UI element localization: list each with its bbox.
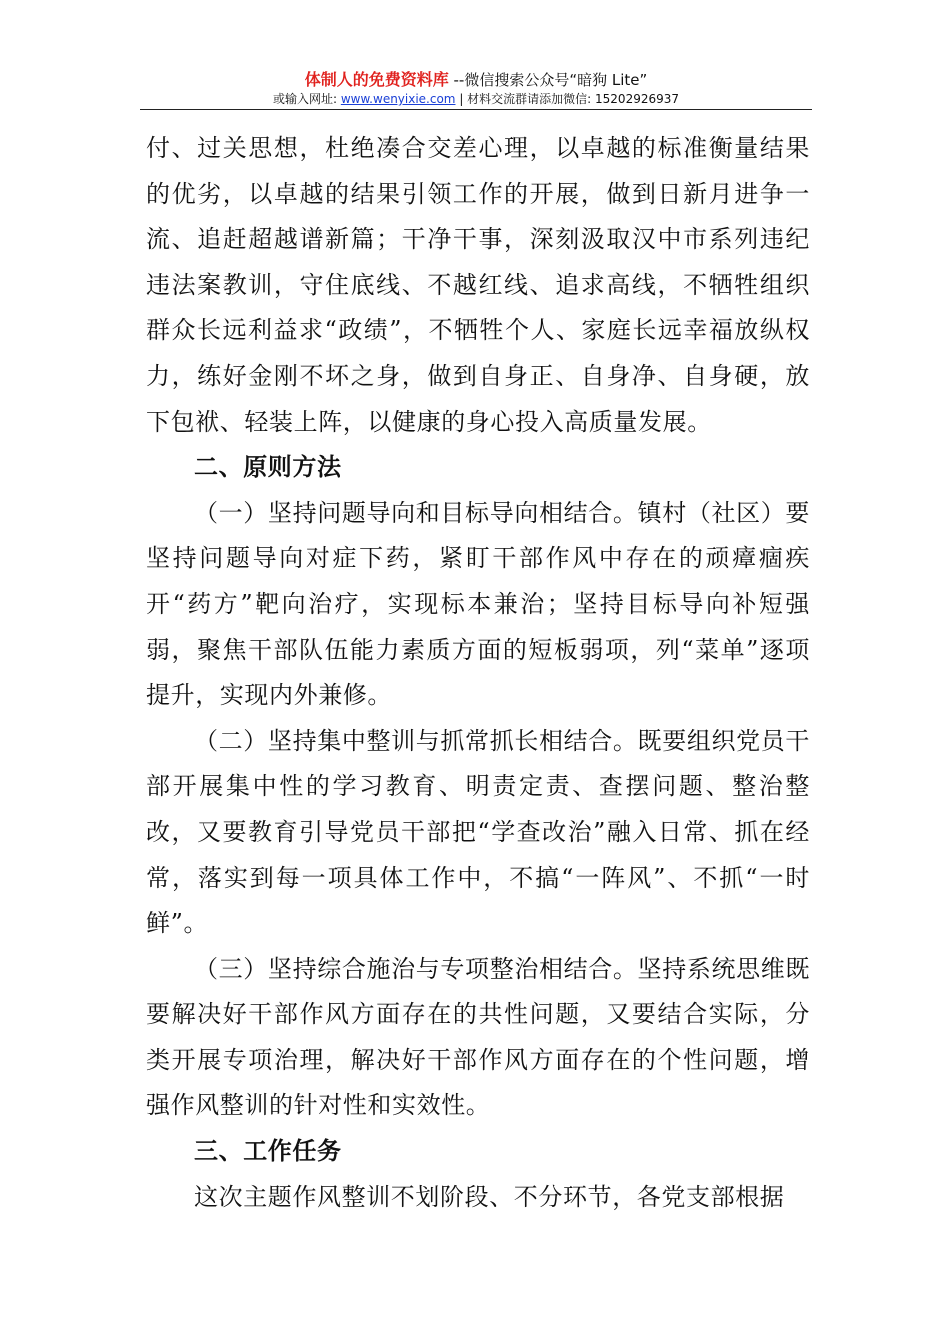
header-url-prefix: 或输入网址: [272, 92, 341, 106]
paragraph-tasks-intro: 这次主题作风整训不划阶段、不分环节，各党支部根据 [194, 1182, 785, 1211]
header-tagline: --微信搜索公众号“暗狗 Lite” [448, 71, 648, 89]
header-title-line [140, 70, 812, 90]
header-brand: 体制人的免费资料库 [304, 70, 449, 89]
page-header [140, 70, 812, 108]
paragraph-principle-2: （二）坚持集中整训与抓常抓长相结合。既要组织党员干部开展集中性的学习教育、明责定责、查摆问题、整治整改，又要教育引导党员干部把“学查改治”融入日常、抓在经常，落实到每一项具体工作中，不搞“一阵风”、不抓“一时鲜”。 [146, 726, 810, 938]
paragraph-continuation: 付、过关思想，杜绝凑合交差心理，以卓越的标准衡量结果的优劣，以卓越的结果引领工作的开展，做到日新月进争一流、追赶超越谱新篇；干净干事，深刻汲取汉中市系列违纪违法案教训，守住底线、不越红线、追求高线，不牺牲组织群众长远利益求“政绩”，不牺牲个人、家庭长远幸福放纵权力，练好金刚不坏之身，做到自身正、自身净、自身硬，放下包袱、轻装上阵，以健康的身心投入高质量发展。 [146, 134, 810, 436]
section-heading-principles: 二、原则方法 [194, 453, 342, 482]
document-body [146, 126, 810, 1220]
header-contact-line [140, 90, 812, 108]
header-contact: | 材料交流群请添加微信: 15202926937 [455, 92, 680, 106]
header-url-link[interactable]: www.wenyixie.com [340, 92, 456, 106]
paragraph-principle-3: （三）坚持综合施治与专项整治相结合。坚持系统思维既要解决好干部作风方面存在的共性问题，又要结合实际，分类开展专项治理，解决好干部作风方面存在的个性问题，增强作风整训的针对性和实效性。 [146, 954, 810, 1120]
paragraph-principle-1: （一）坚持问题导向和目标导向相结合。镇村（社区）要坚持问题导向对症下药，紧盯干部作风中存在的顽瘴痼疾开“药方”靶向治疗，实现标本兼治；坚持目标导向补短强弱，聚焦干部队伍能力素质方面的短板弱项，列“菜单”逐项提升，实现内外兼修。 [146, 498, 810, 710]
header-divider [140, 109, 812, 110]
section-heading-tasks: 三、工作任务 [194, 1137, 342, 1166]
